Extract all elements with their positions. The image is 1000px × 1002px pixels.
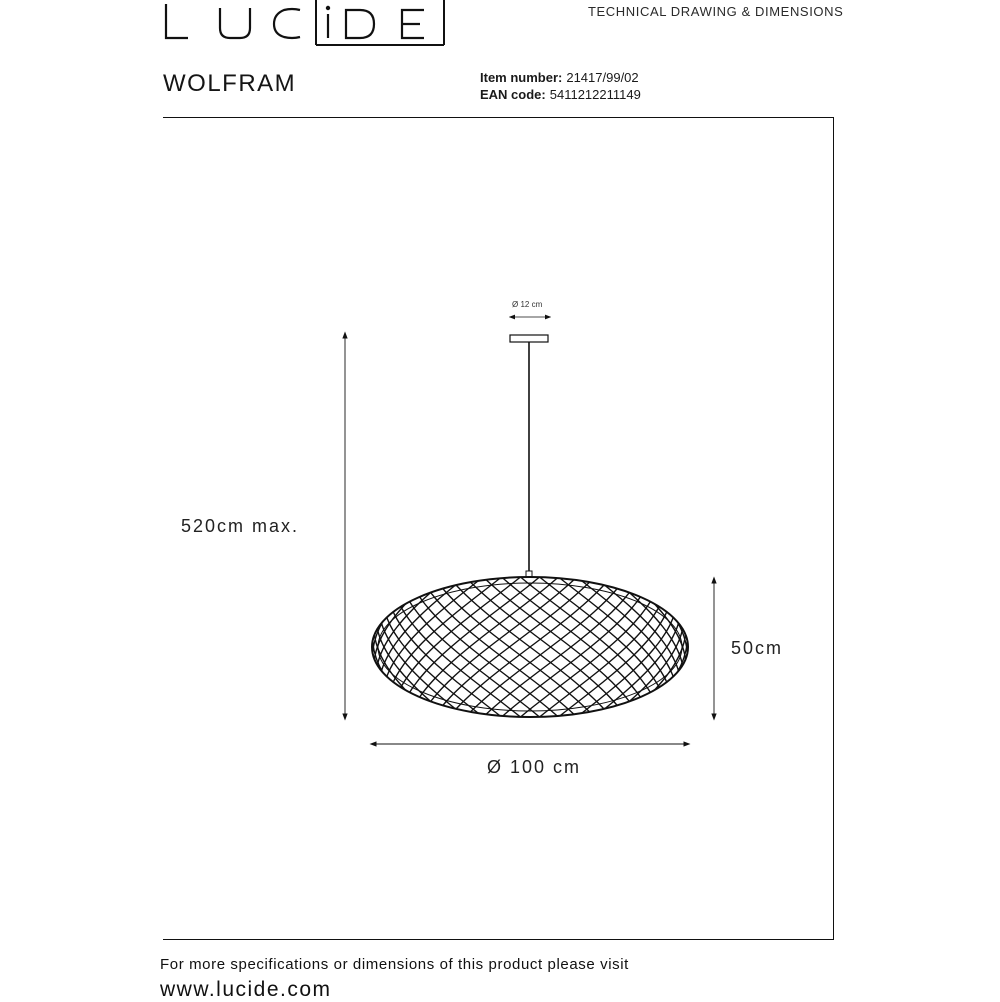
wire-strand <box>640 577 688 717</box>
wire-strand <box>372 577 420 717</box>
max-height-label: 520cm max. <box>181 516 300 536</box>
wire-strand <box>640 577 688 717</box>
wire-strand <box>379 577 466 717</box>
website-link[interactable]: www.lucide.com <box>160 978 332 1001</box>
item-number-label: Item number: <box>480 70 563 85</box>
wire-shade <box>372 577 688 717</box>
product-name: WOLFRAM <box>163 70 297 97</box>
ean-value: 5411212211149 <box>549 87 641 102</box>
wire-strand <box>376 577 449 717</box>
document-type: TECHNICAL DRAWING & DIMENSIONS <box>588 4 844 19</box>
wire-strand <box>376 577 449 717</box>
wire-strand <box>611 577 684 717</box>
wire-strand <box>594 577 681 717</box>
ean-label: EAN code: <box>480 87 546 102</box>
wire-strand <box>372 577 420 717</box>
shade-diameter-label: Ø 100 cm <box>487 757 582 777</box>
wire-strand <box>449 577 611 717</box>
wire-strand <box>379 577 466 717</box>
wire-strand <box>611 577 684 717</box>
ceiling-canopy <box>510 335 548 342</box>
shade-height-label: 50cm <box>731 638 784 658</box>
footer-note: For more specifications or dimensions of this product please visit <box>160 956 629 973</box>
item-number-value: 21417/99/02 <box>566 70 639 85</box>
canopy-diameter-label: Ø 12 cm <box>512 300 543 309</box>
wire-strand <box>594 577 681 717</box>
